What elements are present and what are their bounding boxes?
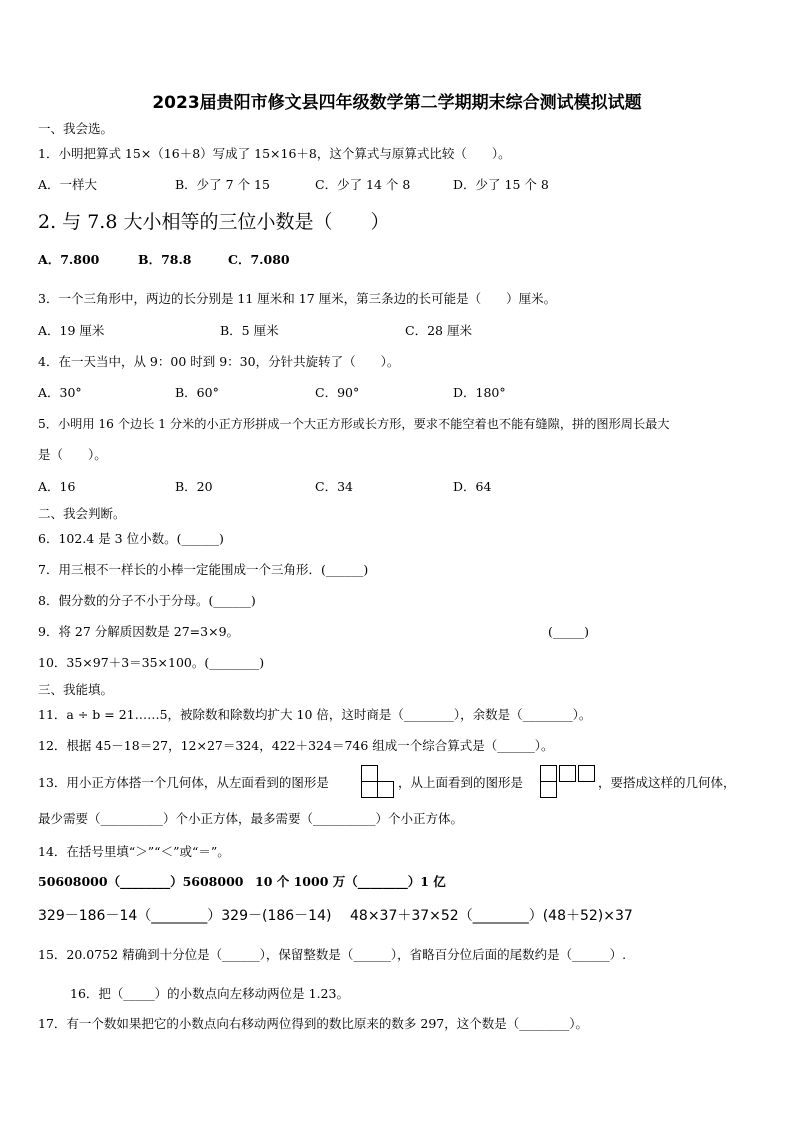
question-13-line-2: 最少需要（__________）个小正方体，最多需要（__________）个小正方体。 xyxy=(38,811,464,826)
q4-option-d: D．180° xyxy=(453,385,506,400)
question-16: 16．把（_____）的小数点向左移动两位是 1.23。 xyxy=(70,986,349,1001)
question-14: 14．在括号里填“＞”“＜”或“＝”。 xyxy=(38,844,230,859)
page-title: 2023届贵阳市修文县四年级数学第二学期期末综合测试模拟试题 xyxy=(152,93,642,113)
q3-option-b: B．5 厘米 xyxy=(220,323,279,338)
q14-compare-1: 50608000（________）5608000 xyxy=(38,874,244,889)
q14-compare-4: 48×37＋37×52（________）(48＋52)×37 xyxy=(350,908,633,924)
q1-option-a: A．一样大 xyxy=(38,177,98,192)
question-4: 4．在一天当中，从 9：00 时到 9：30，分针共旋转了（ ）。 xyxy=(38,354,400,369)
q3-option-c: C．28 厘米 xyxy=(405,323,472,338)
q4-option-b: B．60° xyxy=(175,385,219,400)
question-9: 9．将 27 分解质因数是 27=3×9。 xyxy=(38,624,240,639)
question-8: 8．假分数的分子不小于分母。(______) xyxy=(38,593,256,608)
question-17: 17．有一个数如果把它的小数点向右移动两位得到的数比原来的数多 297，这个数是（________）。 xyxy=(38,1016,588,1031)
question-15: 15．20.0752 精确到十分位是（______），保留整数是（______），省略百分位后面的尾数约是（______）. xyxy=(38,947,627,962)
q14-compare-3: 329－186－14（________）329－(186－14) xyxy=(38,908,332,924)
q4-option-c: C．90° xyxy=(315,385,360,400)
question-10: 10．35×97＋3＝35×100。(________) xyxy=(38,655,265,670)
section-heading-judge: 二、我会判断。 xyxy=(38,506,126,521)
q2-option-a: A．7.800 xyxy=(38,252,100,267)
question-5-line-1: 5．小明用 16 个边长 1 分米的小正方形拼成一个大正方形或长方形，要求不能空着也不能有缝隙，拼的图形周长最大 xyxy=(38,417,670,431)
question-11: 11．a ÷ b = 21……5，被除数和除数均扩大 10 倍，这时商是（________），余数是（________）。 xyxy=(38,707,592,722)
question-1: 1．小明把算式 15×（16＋8）写成了 15×16＋8，这个算式与原算式比较（ ）。 xyxy=(38,146,511,161)
question-3: 3．一个三角形中，两边的长分别是 11 厘米和 17 厘米，第三条边的长可能是（ ）厘米。 xyxy=(38,291,557,306)
q5-option-a: A．16 xyxy=(38,479,76,494)
q4-option-a: A．30° xyxy=(38,385,82,400)
question-13-part-1: 13．用小正方体搭一个几何体，从左面看到的图形是 xyxy=(38,775,329,790)
q2-option-c: C．7.080 xyxy=(228,252,290,267)
q5-option-d: D．64 xyxy=(453,479,492,494)
q14-compare-2: 10 个 1000 万（________）1 亿 xyxy=(255,874,446,889)
question-9-blank: (_____) xyxy=(548,624,590,639)
question-12: 12．根据 45－18＝27，12×27＝324，422＋324＝746 组成一个综合算式是（______）。 xyxy=(38,738,554,753)
section-heading-fill: 三、我能填。 xyxy=(38,682,114,697)
q5-option-c: C．34 xyxy=(315,479,353,494)
q1-option-d: D．少了 15 个 8 xyxy=(453,177,549,192)
q2-option-b: B．78.8 xyxy=(138,252,192,267)
q1-option-c: C．少了 14 个 8 xyxy=(315,177,411,192)
question-5-line-2: 是（ ）。 xyxy=(38,447,107,462)
question-6: 6．102.4 是 3 位小数。(______) xyxy=(38,531,224,546)
question-13-part-3: ，要搭成这样的几何体， xyxy=(598,775,736,790)
question-13-part-2: ，从上面看到的图形是 xyxy=(398,775,524,790)
q1-option-b: B．少了 7 个 15 xyxy=(175,177,270,192)
question-2: 2. 与 7.8 大小相等的三位小数是（ ） xyxy=(38,211,390,233)
question-7: 7．用三根不一样长的小棒一定能围成一个三角形．(______) xyxy=(38,562,369,577)
q3-option-a: A．19 厘米 xyxy=(38,323,105,338)
q5-option-b: B．20 xyxy=(175,479,213,494)
section-heading-choose: 一、我会选。 xyxy=(38,121,114,136)
